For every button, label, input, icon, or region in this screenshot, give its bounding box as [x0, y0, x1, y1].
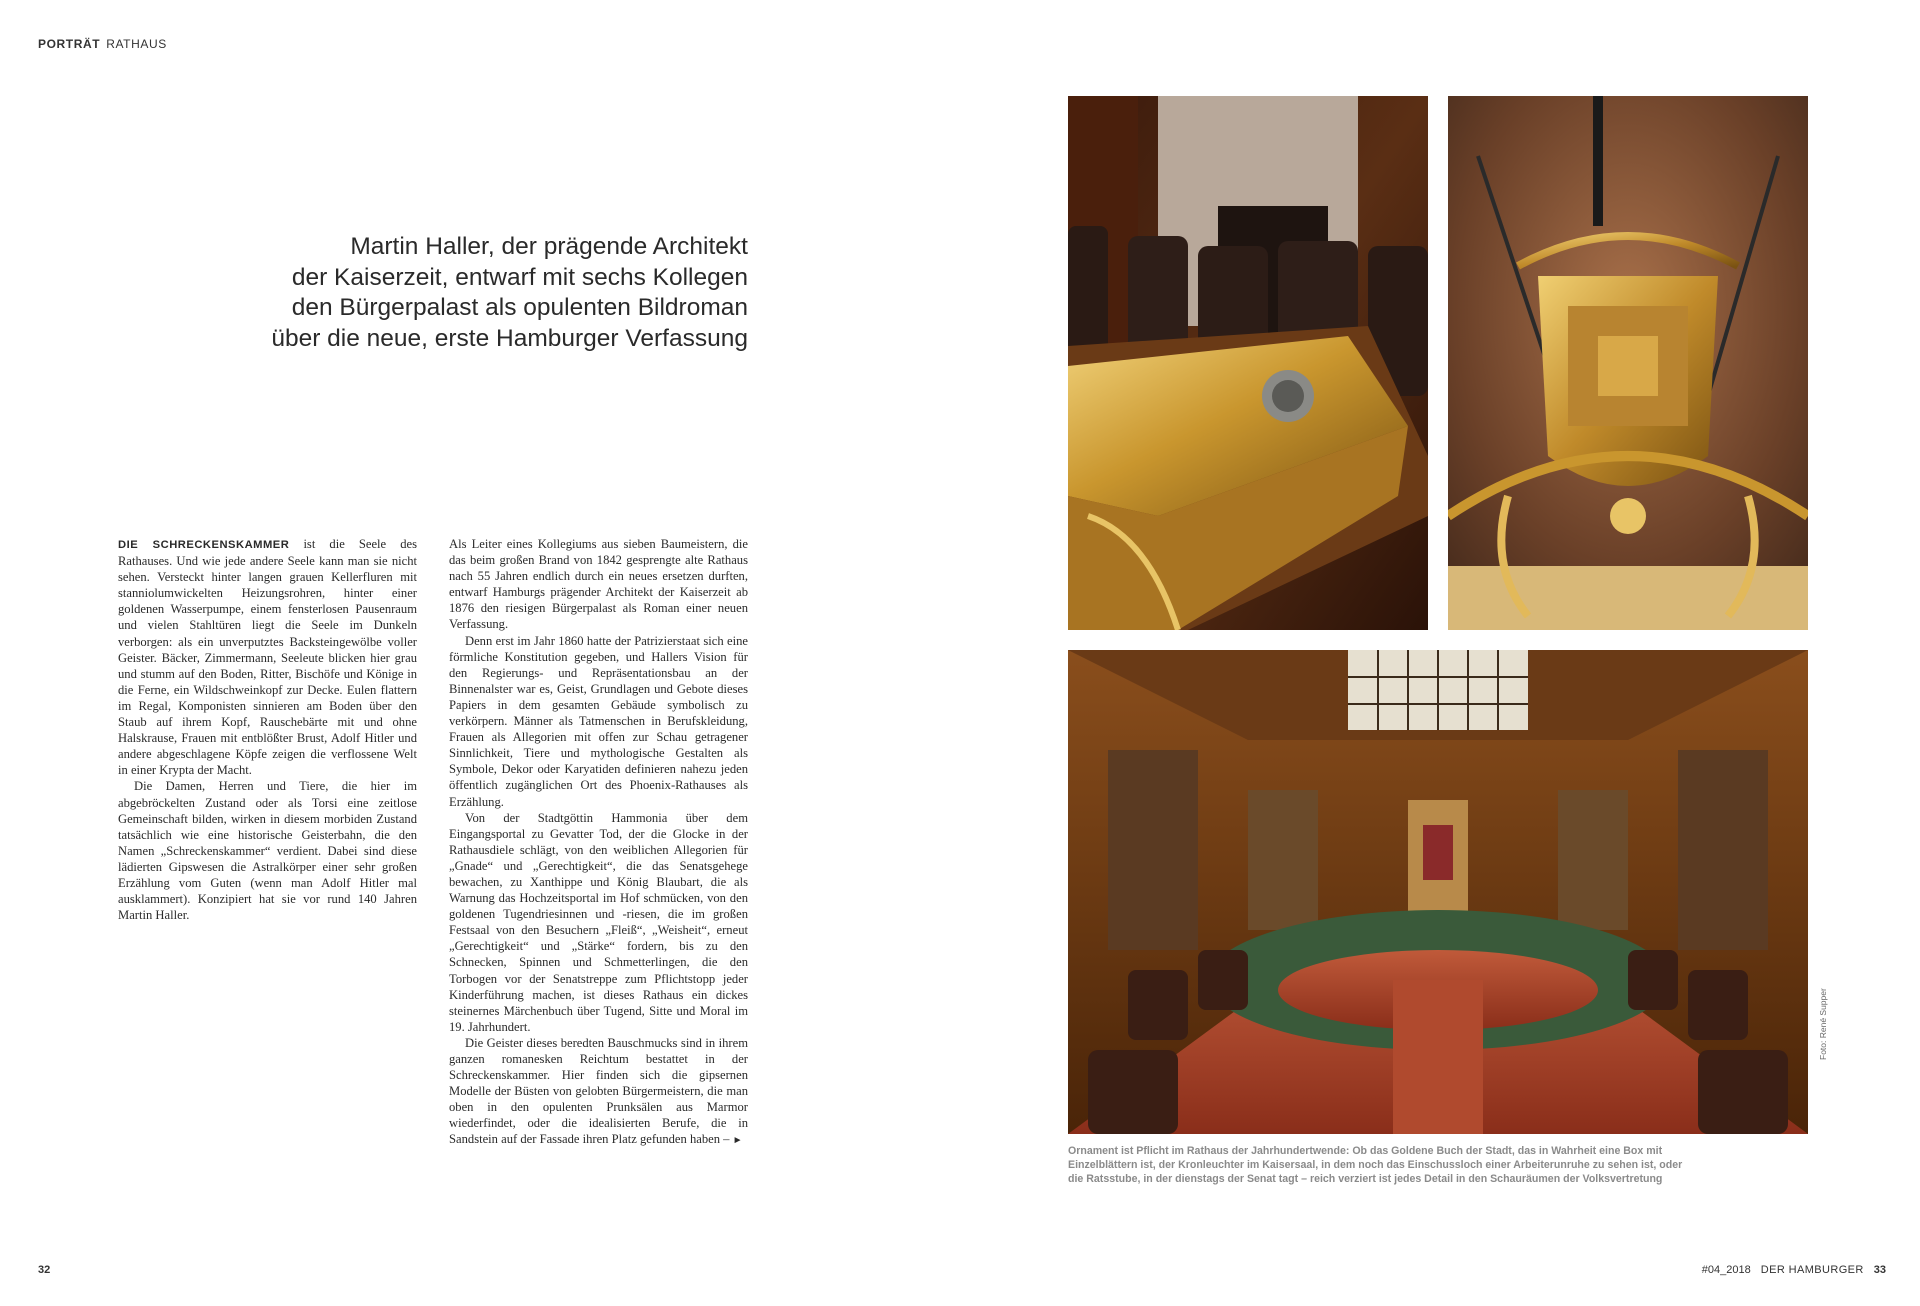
issue-number: #04_2018: [1701, 1264, 1751, 1276]
caption-line: die Ratsstube, in der dienstags der Senat tagt – reich verziert ist jedes Detail in den Schauräumen der Volksvertretung: [1068, 1172, 1663, 1185]
photo-chandelier: [1448, 96, 1808, 630]
page-footer-right: [1702, 1264, 1886, 1276]
caption-line: Einzelblättern ist, der Kronleuchter im Kaisersaal, in dem noch das Einschussloch einer Arbeiterunruhe zu sehen ist, oder: [1068, 1158, 1683, 1171]
photo-caption: [1068, 1145, 1808, 1186]
caption-line: Ornament ist Pflicht im Rathaus der Jahrhundertwende: Ob das Goldene Buch der Stadt, das in Wahrheit eine Box mit: [1068, 1145, 1663, 1157]
photo-credit: Foto: René Supper: [1818, 988, 1828, 1060]
paragraph: Als Leiter eines Kollegiums aus sieben Baumeistern, die das beim großen Brand von 1842 gesprengte alte Rathaus nach 55 Jahren endlich durch ein neues ersetzen durften, entwarf Hamburgs prägender Architekt der Kaiserzeit ab 1876 den riesigen Bürgerpalast als Roman einer neuen Verfassung.: [449, 537, 748, 632]
lead-in: DIE SCHRECKENSKAMMER: [118, 539, 290, 551]
teaser-quote: [238, 232, 748, 354]
page-number-right: 33: [1873, 1264, 1886, 1276]
teaser-line: den Bürgerpalast als opulenten Bildroman: [291, 294, 748, 321]
article-column-1: [118, 536, 417, 923]
paragraph-text: ist die Seele des Rathauses. Und wie jede andere Seele kann man sie nicht sehen. Versteckt hinter langen grauen Kellerfluren mit stanniolumwickelten Heizungsrohren, hinter einer goldenen Wasserpumpe, einem fensterlosen Pausenraum und vielen Stahltüren liegt die Seele im Dunkeln verborgen: als ein unverputztes Backsteingewölbe voller Geister. Bäcker, Zimmermann, Seeleute blicken hier grau und stumm auf den Boden, Ritter, Bischöfe und Könige in die Ferne, ein Wildschweinkopf zur Decke. Eulen flattern im Regal, Komponisten sinnieren am Boden über den Staub auf ihrem Kopf, Rauschebärte mit und ohne Halskrause, Frauen mit entblößter Brust, Adolf Hitler und andere abgeschlagene Köpfe zeigen die verflossene Welt in einer Krypta der Macht.: [118, 537, 418, 778]
teaser-line: über die neue, erste Hamburger Verfassung: [271, 324, 748, 352]
photo-golden-book: [1068, 96, 1428, 630]
paragraph: [118, 536, 417, 778]
photo-council-chamber: [1068, 650, 1808, 1134]
paragraph: [449, 1035, 748, 1150]
article-column-2: [449, 536, 748, 1150]
paragraph: Von der Stadtgöttin Hammonia über dem Eingangsportal zu Gevatter Tod, der die Glocke in der Rathausdiele schlägt, von den weiblichen Allegorien für „Gnade“ und „Gerechtigkeit“, die das Senatsgehege bewachen, zu Xanthippe und König Blaubart, die als Warnung das Hochzeitsportal im Hof schmücken, von den goldenen Tugendriesinnen und -riesen, die im großen Festsaal von den Besuchern „Fleiß“, „Weisheit“, erneut „Gerechtigkeit“ und „Stärke“ fordern, bis zu den Schnecken, Spinnen und Schmetterlingen, die den Torbogen vor der Senatstreppe zum Pflichtstopp jeder Kinderführung machen, ist dieses Rathaus ein dickes steinernes Märchenbuch über Tugend, Sitte und Moral im 19. Jahrhundert.: [449, 810, 748, 1034]
magazine-name: DER HAMBURGER: [1760, 1264, 1864, 1276]
paragraph-text: Die Geister dieses beredten Bauschmucks sind in ihrem ganzen romanesken Reichtum bestattet in der Schreckenskammer. Hier finden sich die gipsernen Modelle der Büsten von gelobten Bürgermeistern, die man oben in den opulenten Prunksälen aus Marmor wiederfindet, oder die idealisierten Berufe, die in Sandstein auf der Fassade ihren Platz gefunden haben –: [449, 1035, 748, 1147]
section-topic: RATHAUS: [106, 37, 167, 51]
section-category: PORTRÄT: [38, 37, 101, 51]
teaser-line: Martin Haller, der prägende Architekt: [350, 233, 748, 260]
section-tag: [38, 37, 167, 51]
page-number-left: 32: [38, 1264, 51, 1276]
teaser-line: der Kaiserzeit, entwarf mit sechs Kollegen: [291, 263, 748, 291]
paragraph: Die Damen, Herren und Tiere, die hier im abgebröckelten Zustand oder als Torsi eine zeitlose Gemeinschaft bilden, wirken in diesem morbiden Zustand tatsächlich wie eine historische Geisterbahn, die den Namen „Schreckenskammer“ verdient. Dabei sind diese lädierten Gipswesen die Astralkörper einer sehr großen Erzählung vom Guten (wenn man Adolf Hitler mal ausklammert). Konzipiert hat sie vor rund 140 Jahren Martin Haller.: [118, 779, 417, 923]
paragraph: Denn erst im Jahr 1860 hatte der Patrizierstaat sich eine förmliche Konstitution gegeben, und Hallers Vision für den Regierungs- und Repräsentationsbau an der Binnenalster war es, Geist, Grundlagen und Gebote dieses Papiers in dem gesamten Gebäude symbolisch zu verkörpern. Männer als Tatmenschen in Berufskleidung, Frauen als Allegorien mit offen zur Schau getragener Sinnlichkeit, Tiere und mythologische Gestalten als Symbole, Dekor oder Karyatiden definieren nahezu jeden öffentlich zugänglichen Ort des Phoenix-Rathauses als Erzählung.: [449, 633, 748, 809]
continue-arrow-icon: ►: [732, 1135, 743, 1147]
